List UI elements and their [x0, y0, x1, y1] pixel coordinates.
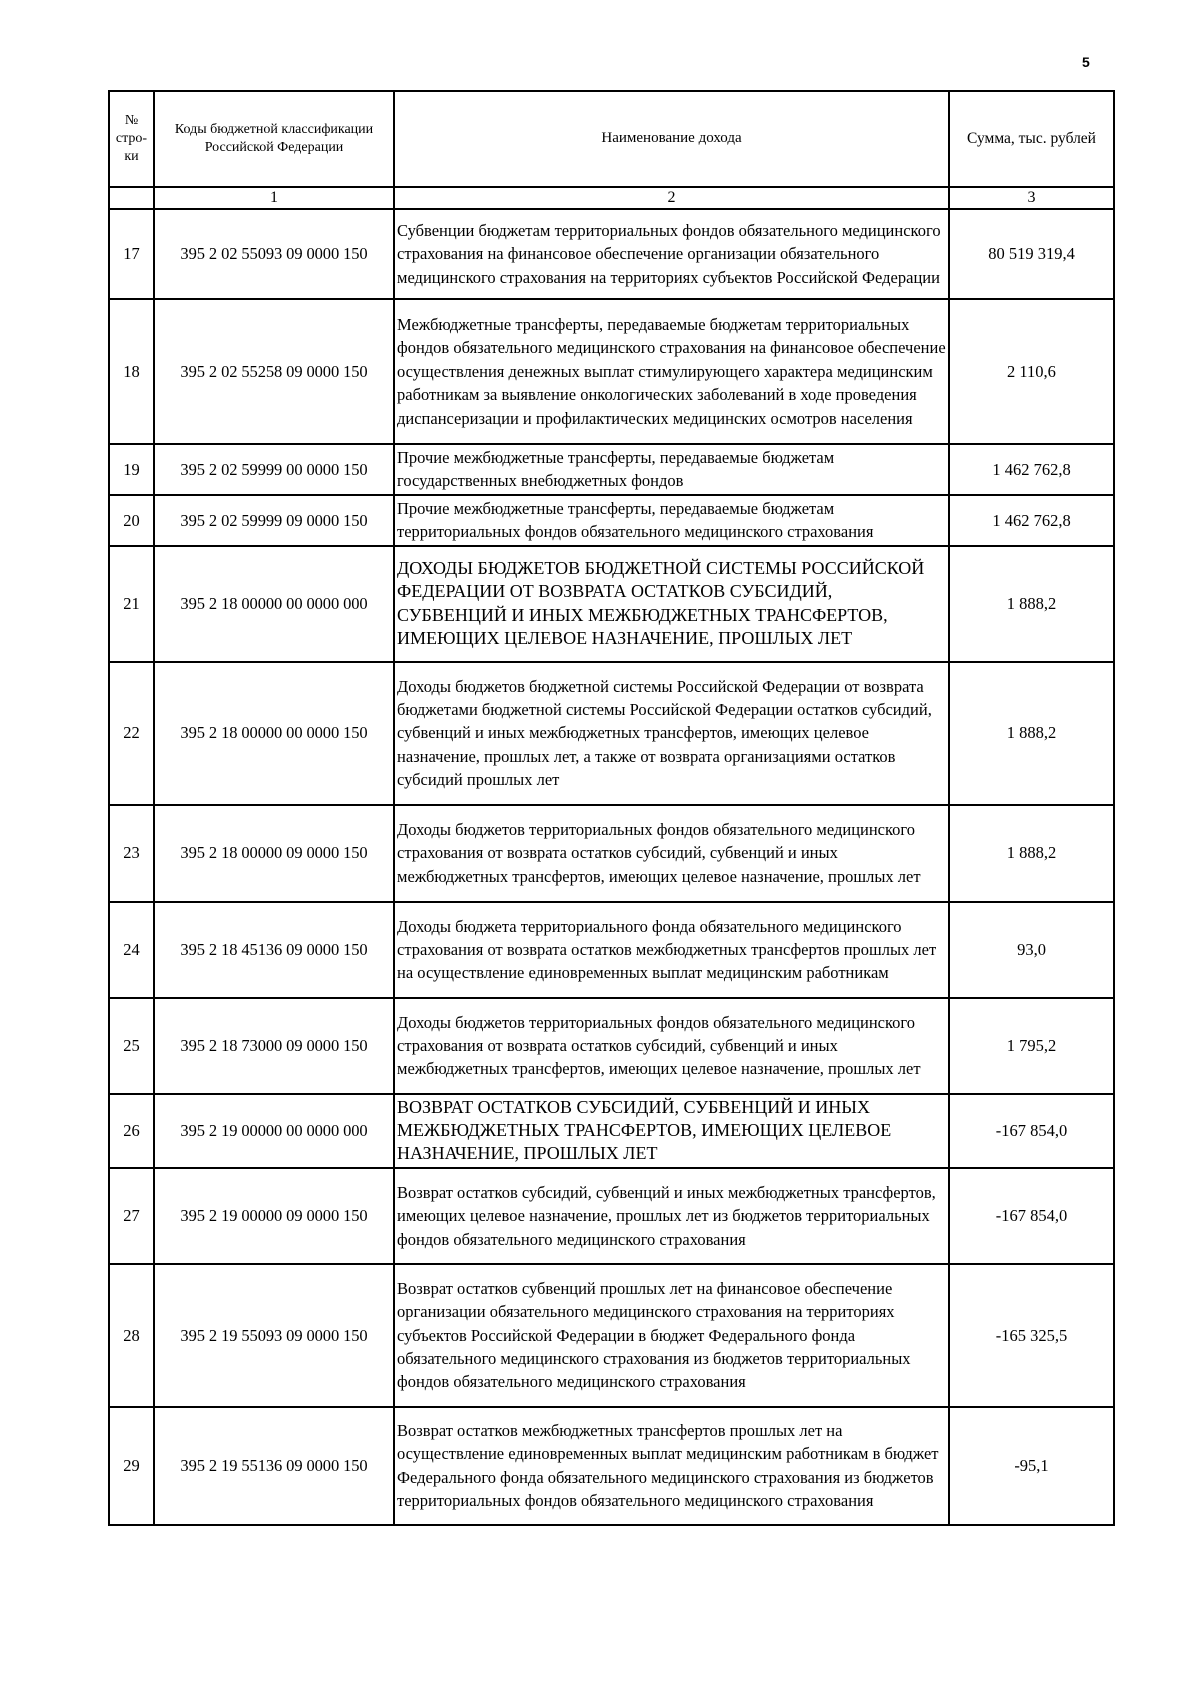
budget-code: 395 2 02 59999 09 0000 150: [154, 495, 394, 546]
table-header-row: [109, 91, 1114, 187]
table-row: [109, 209, 1114, 299]
income-name: Доходы бюджетов территориальных фондов обязательного медицинского страхования от возврата остатков субсидий, субвенций и иных межбюджетных трансфертов, имеющих целевое назначение, прошлых лет: [394, 805, 949, 902]
row-number: 28: [109, 1264, 154, 1407]
row-number: 17: [109, 209, 154, 299]
budget-code: 395 2 18 00000 09 0000 150: [154, 805, 394, 902]
income-sum: 1 888,2: [949, 546, 1114, 662]
budget-code: 395 2 18 00000 00 0000 150: [154, 662, 394, 805]
table-row: [109, 902, 1114, 998]
revenue-table: [108, 90, 1115, 1526]
income-sum: -167 854,0: [949, 1168, 1114, 1264]
column-number-row: [109, 187, 1114, 209]
income-name: ДОХОДЫ БЮДЖЕТОВ БЮДЖЕТНОЙ СИСТЕМЫ РОССИЙСКОЙ ФЕДЕРАЦИИ ОТ ВОЗВРАТА ОСТАТКОВ СУБСИДИЙ, СУБВЕНЦИЙ И ИНЫХ МЕЖБЮДЖЕТНЫХ ТРАНСФЕРТОВ, ИМЕЮЩИХ ЦЕЛЕВОЕ НАЗНАЧЕНИЕ, ПРОШЛЫХ ЛЕТ: [394, 546, 949, 662]
budget-code: 395 2 19 55093 09 0000 150: [154, 1264, 394, 1407]
row-number: 29: [109, 1407, 154, 1525]
header-budget-code: Коды бюджетной классификации Российской Федерации: [154, 91, 394, 187]
row-number: 24: [109, 902, 154, 998]
table-row: [109, 546, 1114, 662]
row-number: 21: [109, 546, 154, 662]
income-sum: 2 110,6: [949, 299, 1114, 444]
column-number-3: 3: [949, 187, 1114, 209]
header-sum: Сумма, тыс. рублей: [949, 91, 1114, 187]
row-number: 18: [109, 299, 154, 444]
income-sum: 1 888,2: [949, 805, 1114, 902]
budget-code: 395 2 02 55093 09 0000 150: [154, 209, 394, 299]
income-name: Межбюджетные трансферты, передаваемые бюджетам территориальных фондов обязательного медицинского страхования на финансовое обеспечение осуществления денежных выплат стимулирующего характера медицинским работникам за выявление онкологических заболеваний в ходе проведения диспансеризации и профилактических медицинских осмотров населения: [394, 299, 949, 444]
table-row: [109, 1407, 1114, 1525]
budget-code: 395 2 02 59999 00 0000 150: [154, 444, 394, 495]
budget-code: 395 2 19 55136 09 0000 150: [154, 1407, 394, 1525]
table-row: [109, 998, 1114, 1094]
budget-code: 395 2 18 73000 09 0000 150: [154, 998, 394, 1094]
budget-code: 395 2 02 55258 09 0000 150: [154, 299, 394, 444]
income-name: Доходы бюджетов бюджетной системы Российской Федерации от возврата бюджетами бюджетной системы Российской Федерации остатков субсидий, субвенций и иных межбюджетных трансфертов, имеющих целевое назначение, прошлых лет, а также от возврата организациями остатков субсидий прошлых лет: [394, 662, 949, 805]
header-row-number: № стро- ки: [109, 91, 154, 187]
header-income-name: Наименование дохода: [394, 91, 949, 187]
row-number: 22: [109, 662, 154, 805]
budget-code: 395 2 19 00000 09 0000 150: [154, 1168, 394, 1264]
income-sum: 80 519 319,4: [949, 209, 1114, 299]
budget-code: 395 2 19 00000 00 0000 000: [154, 1094, 394, 1168]
table-row: [109, 662, 1114, 805]
table-row: [109, 1094, 1114, 1168]
income-name: Доходы бюджета территориального фонда обязательного медицинского страхования от возврата остатков межбюджетных трансфертов прошлых лет на осуществление единовременных выплат медицинским работникам: [394, 902, 949, 998]
income-name: Прочие межбюджетные трансферты, передаваемые бюджетам государственных внебюджетных фондов: [394, 444, 949, 495]
income-sum: 1 462 762,8: [949, 495, 1114, 546]
income-name: Возврат остатков субвенций прошлых лет на финансовое обеспечение организации обязательного медицинского страхования на территориях субъектов Российской Федерации в бюджет Федерального фонда обязательного медицинского страхования из бюджетов территориальных фондов обязательного медицинского страхования: [394, 1264, 949, 1407]
column-number-2: 2: [394, 187, 949, 209]
income-sum: -165 325,5: [949, 1264, 1114, 1407]
table-row: [109, 805, 1114, 902]
row-number: 26: [109, 1094, 154, 1168]
row-number: 19: [109, 444, 154, 495]
income-name: Доходы бюджетов территориальных фондов обязательного медицинского страхования от возврата остатков субсидий, субвенций и иных межбюджетных трансфертов, имеющих целевое назначение, прошлых лет: [394, 998, 949, 1094]
income-sum: -167 854,0: [949, 1094, 1114, 1168]
table-row: [109, 299, 1114, 444]
table-row: [109, 1264, 1114, 1407]
row-number: 23: [109, 805, 154, 902]
income-sum: -95,1: [949, 1407, 1114, 1525]
income-sum: 1 795,2: [949, 998, 1114, 1094]
page-number: 5: [1082, 54, 1090, 70]
income-sum: 93,0: [949, 902, 1114, 998]
income-sum: 1 888,2: [949, 662, 1114, 805]
income-name: Субвенции бюджетам территориальных фондов обязательного медицинского страхования на финансовое обеспечение организации обязательного медицинского страхования на территориях субъектов Российской Федерации: [394, 209, 949, 299]
budget-code: 395 2 18 45136 09 0000 150: [154, 902, 394, 998]
column-number-empty: [109, 187, 154, 209]
budget-code: 395 2 18 00000 00 0000 000: [154, 546, 394, 662]
income-name: Возврат остатков субсидий, субвенций и иных межбюджетных трансфертов, имеющих целевое назначение, прошлых лет из бюджетов территориальных фондов обязательного медицинского страхования: [394, 1168, 949, 1264]
table-row: [109, 495, 1114, 546]
row-number: 25: [109, 998, 154, 1094]
income-name: Прочие межбюджетные трансферты, передаваемые бюджетам территориальных фондов обязательного медицинского страхования: [394, 495, 949, 546]
income-name: Возврат остатков межбюджетных трансфертов прошлых лет на осуществление единовременных выплат медицинским работникам в бюджет Федерального фонда обязательного медицинского страхования из бюджетов территориальных фондов обязательного медицинского страхования: [394, 1407, 949, 1525]
row-number: 20: [109, 495, 154, 546]
table-row: [109, 444, 1114, 495]
column-number-1: 1: [154, 187, 394, 209]
table-row: [109, 1168, 1114, 1264]
row-number: 27: [109, 1168, 154, 1264]
income-sum: 1 462 762,8: [949, 444, 1114, 495]
income-name: ВОЗВРАТ ОСТАТКОВ СУБСИДИЙ, СУБВЕНЦИЙ И ИНЫХ МЕЖБЮДЖЕТНЫХ ТРАНСФЕРТОВ, ИМЕЮЩИХ ЦЕЛЕВОЕ НАЗНАЧЕНИЕ, ПРОШЛЫХ ЛЕТ: [394, 1094, 949, 1168]
